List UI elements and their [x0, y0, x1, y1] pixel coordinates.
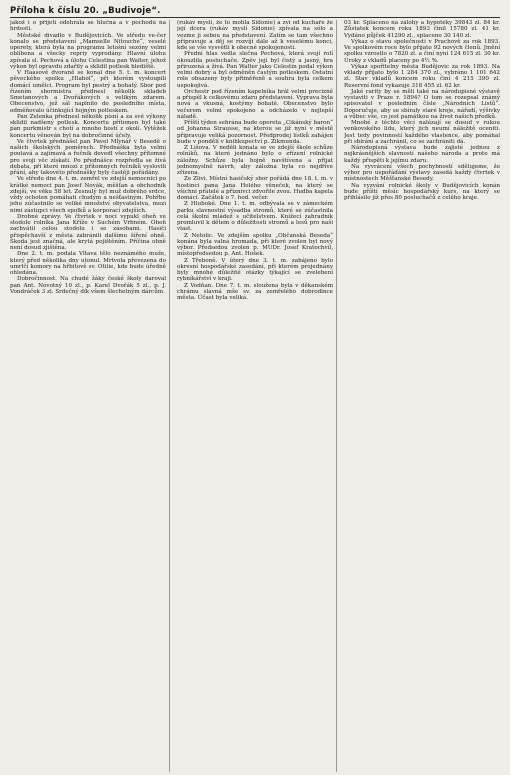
paragraph: Výkaz spořitelny města Budějovic za rok 1893. Na vklady přijato bylo 1 284 370 zl., vybráno 1 101 642 zl. Stav vkladů koncem roku činí 4 215 390 zl. Reservní fond vykazuje 318 455 zl. 62 kr.: [344, 63, 500, 89]
column-2: [177, 20, 337, 772]
page-header-title: Příloha k číslu 20. „Budivoje“.: [10, 5, 161, 16]
paragraph: Z Netolic. Ve zdejším spolku „Občanská Beseda“ konána byla valná hromada, při které zvolen byl nový výbor. Předsedou zvolen p. MUDr. Josef Kratochvíl, místopředsedou p. Ant. Hošek.: [177, 232, 333, 258]
paragraph: Pan Zelenka přednesl několik písní a za své výkony sklidil nadšený potlesk. Koncertu přítomen byl také pan purkmistr s chotí a mnoho hostí z okolí. Výtěžek koncertu věnován byl na dobročinné účely.: [10, 113, 166, 139]
paragraph: Ze Zlivi. Místní hasičský sbor pořádá dne 18. t. m. v hostinci pana Jana Holého věneček, na který se všichni přátelé a příznivci zdvořile zvou. Hudba kapela domácí. Začátek o 7. hod. večer.: [177, 176, 333, 201]
paragraph: Dobročinnost. Na chudé žáky české školy daroval pan Ant. Novotný 10 zl., p. Karel Dvořák 5 zl., p. J. Vondráček 3 zl. Srdečný dík všem šlechetným dárcům.: [10, 276, 166, 295]
paragraph: Na vyvrácení všech pochybností sdělujeme, že výbor pro uspořádání výstavy zasedá každý čtvrtek v místnostech Měšťanské Besedy.: [344, 163, 500, 183]
paragraph: Národopisná výstava bude zajisté jednou z nejkrásnějších slavností našeho národa a proto má každý přispěti k jejímu zdaru.: [344, 145, 500, 164]
paragraph: Orchestr pod řízením kapelníka hrál velmi precizně a přispěl k celkovému zdaru představení. Výprava byla nová a vkusná, kostýmy bohaté. Obecenstvo bylo večerem velmi spokojeno a odcházelo v nejlepší náladě.: [177, 88, 333, 120]
paragraph: Městské divadlo v Budějovicích. Ve středu ve-čer konalo se představení „Mamselle Nitouche“, veselé operety, která byla na programu letošní sezóny velmi oblíbena a všecky repríy vyprodány. Hlavní úlohu zpívala sl. Pechová a úlohu Celestina pan Walter, jehož výkon byl opravdu zdařilý a sklidil potlesk hlediště.: [10, 32, 166, 70]
page-header: [10, 4, 500, 18]
paragraph: V Haasově dvoraně se konal dne 5. t. m. koncert pěveckého spolku „Hlahol“, při kterém vystoupili domácí umělci. Program byl pestrý a bohatý. Sbor pod řízením sbormistra přednesl několik skladeb Smetanových a Dvořákových s velikým zdarem. Obecenstvo, jež sál naplnilo do posledního místa, odměňovalo účinkující hojným potleskem.: [10, 70, 166, 114]
paragraph: Příští týden sehrána bude opereta „Cikánský baron“ od Johanna Strausse, na kterou se již nyní v městě připravuje veliká pozornost. Předprodej lístků zahájen bude v pondělí v knihkupectví p. Zikmunda.: [177, 120, 333, 145]
paragraph: Z Vodňan. Dne 7. t. m. sloužena byla v děkanském chrámu slavná mše sv. za zemřelého dobrodince města. Účast byla veliká.: [177, 282, 333, 301]
paragraph: Na vyzvání rolnické školy v Budějovicích konán bude příští měsíc hospodářský kurs, na který se přihlásilo již přes 80 posluchačů z celého kraje.: [344, 182, 500, 201]
paragraph: Z Lišova. V neděli konala se ve zdejší škole schůze rolníků, na které jednáno bylo o zřízení rolnické záložny. Schůze byla hojně navštívena a přijat jednomyslně návrh, aby záložna byla co nejdříve zřízena.: [177, 145, 333, 176]
paragraph: Mnohé z těchto věcí nalézají se dosud v rukou venkovského lidu, který jich neumí náležitě oceniti. Jest tedy povinností každého vlastence, aby pomáhal při sbírání a zachránil, co se zachrániti dá.: [344, 120, 500, 145]
text-columns: [10, 20, 500, 772]
paragraph: Z Hluboké. Dne 1. t. m. odbývala se v zámeckém parku slavnostní výsadba stromů, které se zúčastnila celá školní mládež s učitelstvem. Knížecí zahradník promluvil k dětem o důležitosti stromů a lesů pro naši vlast.: [177, 201, 333, 233]
paragraph: jakož i o přijetí odehrála se hlučná a v pochodu na hrdosti.: [10, 20, 166, 33]
paragraph: Drobné zprávy. Ve čtvrtek v noci vypukl oheň ve stodole rolníka Jana Kříže v Suchém Vrbném. Oheň zachvátil celou stodolu i se zásobami. Hasiči přispěchavší z města zabránili dalšímu šíření ohně. Škoda jest značná, ale krytá pojištěním. Příčina ohně není dosud zjištěna.: [10, 213, 166, 251]
paragraph: Ve středu dne 4. t. m. zemřel ve zdejší nemocnici po krátké nemoci pan Josef Novák, měšťan a obchodník zdejší, ve věku 58 let. Zesnulý byl muž dobrého srdce, vždy ochoten pomáhati chudým a nešťastným. Pohřbu jeho zúčastnilo se veliké množství obyvatelstva, mezi nimi zástupci všech spolků a korporací zdejších.: [10, 176, 166, 214]
paragraph: Dne 2. t. m. podala Vltava tělo neznámého muže, který před několika dny utonul. Mrtvola převezena do umrlčí komory na hřbitově sv. Otilie, kde bude úředně ohledána.: [10, 251, 166, 276]
paragraph: (rukáv myslí, že to mohla Sidonie) a zví od kuchaře že její dcera (rukáv myslí Sidonie) zpívala na sólo a vezme ji sebou na představení. Zatím se tam všechno připravuje a děj se rozvíjí dále až k veselému konci, kde se vše vysvětlí k obecné spokojenosti.: [177, 20, 333, 51]
column-1: [10, 20, 170, 772]
paragraph: 03 kr. Splaceno na zálohy a hypotéky 39843 zl. 84 kr. Zůstatek koncem roku 1893 činil 15780 zl. 41 kr. Vydáno půjček 41290 zl., splaceno 30 140 zl.: [344, 20, 500, 39]
paragraph: Přední hlas vedla slečna Pechová, která svojí rolí okouzlila posluchače. Zpěv její byl čistý a jasný, hra přirozená a živá. Pan Walter jako Celestin podal výkon velmi dobrý a byl odměněn častým potleskem. Ostatní role obsazeny byly přiměřeně a souhra byla celkem uspokojivá.: [177, 51, 333, 89]
paragraph: Ve čtvrtek přednášel pan Pavel Mlynář v Besedě o našich školských poměrech. Přednáška byla velmi poutavá a zajímavá a řečník dovedl všechny přítomné pro svoji věc získati. Po přednášce rozpředla se živá debata, při které mnozí z přítomných řečníků vyslovili přání, aby takovéto přednášky byly častěji pořádány.: [10, 138, 166, 176]
column-3: [344, 20, 500, 772]
paragraph: Výkaz o stavu společnosti v Prachově za rok 1893. Ve spolkovém roce bylo přijato 92 nových členů. Jmění spolku vzrostlo o 7820 zl. a činí nyní 124 615 zl. 30 kr. Úroky z vkladů placeny po 4½ %.: [344, 38, 500, 64]
paragraph: Z Třeboně. V úterý dne 3. t. m. zahájeno bylo okresní hospodářské zasedání, při kterém projednány byly mnohé důležité otázky týkající se zvelebení rybníkářství v kraji.: [177, 257, 333, 283]
paragraph: Jaké rarity by se měli také na národopisné výstavě vystaviti v Praze r. 1894? O tom se rozepsal známý spisovatel v posledním čísle „Národních Listů“. Doporučuje, aby se sbíraly staré kroje, nářadí, výšivky a vůbec vše, co jest památkou na život našich předků.: [344, 88, 500, 120]
